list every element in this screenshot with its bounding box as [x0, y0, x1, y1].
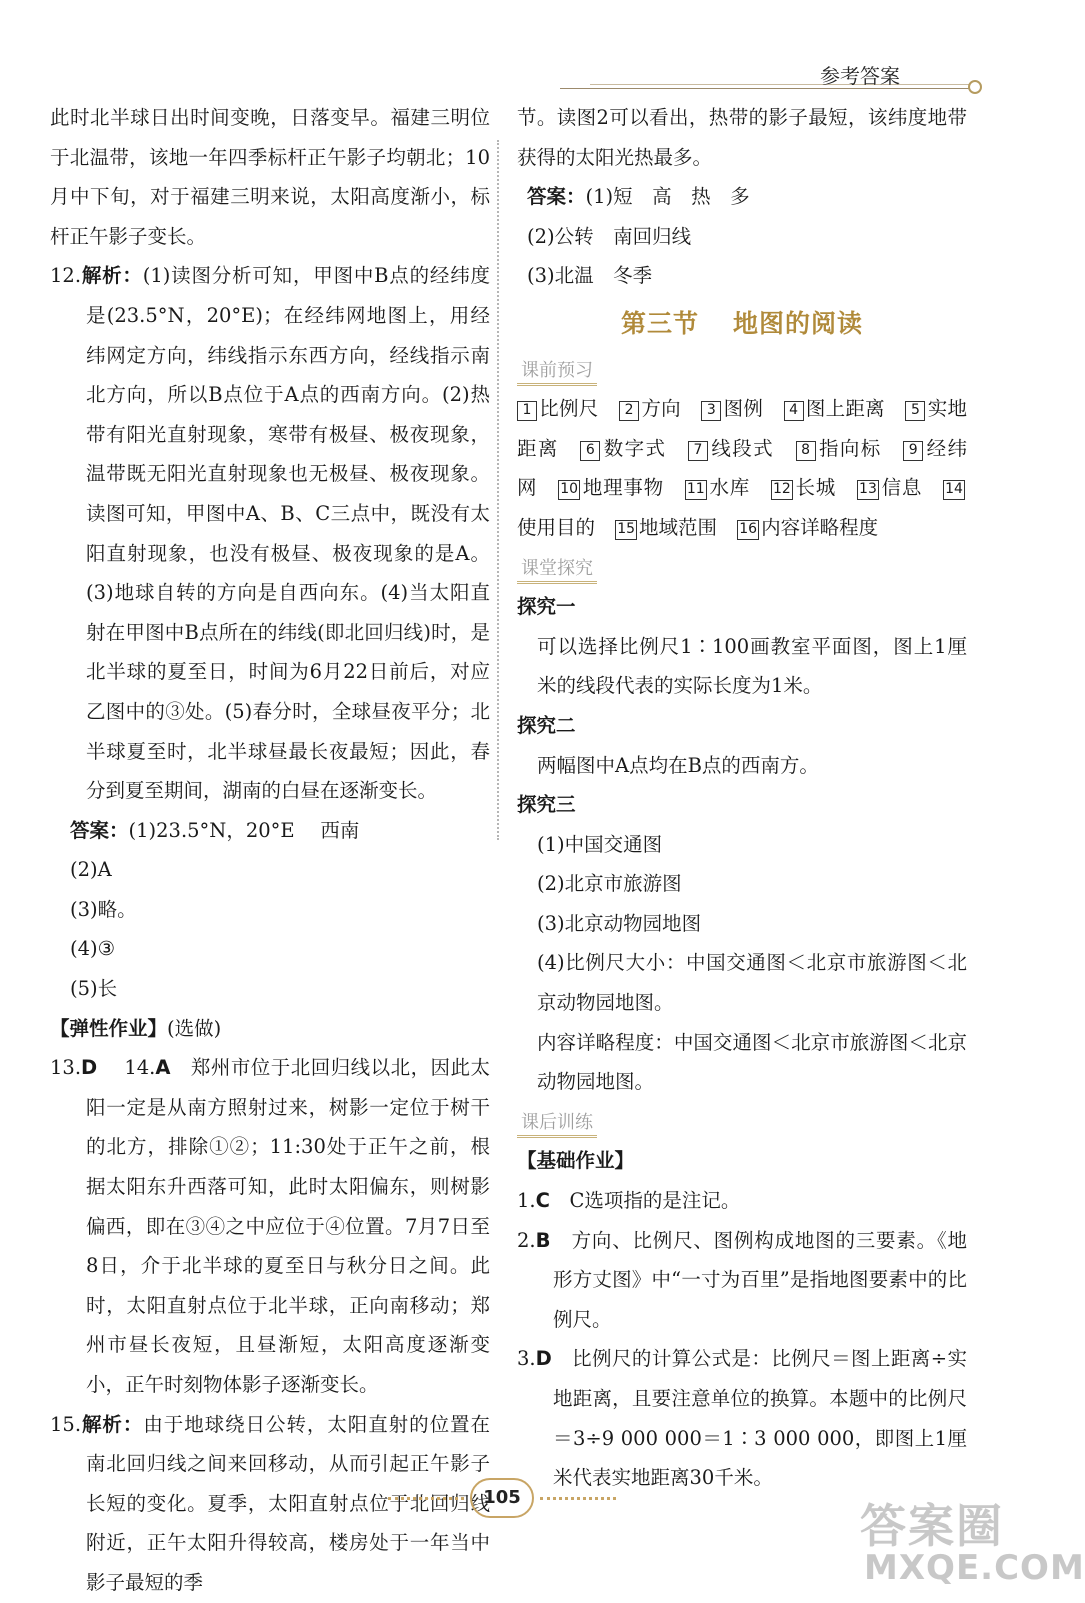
q1-block: [517, 1181, 967, 1221]
preview-item: [619, 397, 681, 420]
preview-item-text: 地理事物: [582, 476, 664, 500]
preview-item-number: 4: [784, 401, 804, 421]
q12-answer-1: (1)23.5°N，20°E 西南: [128, 818, 360, 842]
q15-analysis-text: 由于地球绕日公转，太阳直射的位置在南北回归线之间来回移动，从而引起正午影子长短的变化。夏季，太阳直射点位于北回归线附近，正午太阳升得较高，楼房处于一年当中影子最短的季: [86, 1412, 490, 1594]
watermark-url: MXQE.COM: [864, 1548, 1085, 1588]
q2-explanation: 方向、比例尺、图例构成地图的三要素。《地形方丈图》中“一寸为百里”是指地图要素中的比例尺。: [553, 1228, 967, 1331]
preview-item-number: 8: [796, 441, 816, 461]
preview-item-number: 9: [903, 441, 923, 461]
q14-number: 14.: [124, 1056, 156, 1080]
header-title: 参考答案: [820, 64, 900, 88]
preview-item-number: 10: [558, 480, 580, 500]
preview-item-number: 15: [615, 520, 637, 540]
q12-number: 12.: [50, 264, 82, 288]
preview-item-text: 信息: [880, 476, 923, 500]
preview-answers: [517, 389, 967, 547]
section-number: 第三节: [620, 308, 699, 338]
explore-3-item-2: (2)北京市旅游图: [537, 872, 682, 896]
preview-item: [701, 397, 763, 420]
q12-analysis-label: 解析：: [81, 264, 143, 288]
preview-item-text: 指向标: [817, 436, 882, 460]
q1-explanation: C选项指的是注记。: [569, 1189, 741, 1213]
left-continued-paragraph: 此时北半球日出时间变晚，日落变早。福建三明位于北温带，该地一年四季标杆正午影子均朝北；10月中下旬，对于福建三明来说，太阳高度渐小，标杆正午影子变长。: [50, 106, 490, 248]
preview-item-number: 16: [737, 520, 759, 540]
preview-item: [558, 476, 664, 499]
preview-item-number: 13: [857, 480, 879, 500]
q1-answer: C: [535, 1189, 550, 1213]
explore-tag: 课堂探究: [517, 557, 597, 584]
header-rule: [560, 88, 970, 89]
explore-3-item-4: (4)比例尺大小：中国交通图＜北京市旅游图＜北京动物园地图。: [537, 951, 967, 1015]
preview-item-text: 实地距离: [517, 397, 967, 460]
preview-item: [685, 476, 750, 499]
preview-item-number: 2: [619, 401, 639, 421]
q12-answer-label: 答案：: [70, 818, 129, 842]
explore-3-item-3: (3)北京动物园地图: [537, 911, 702, 935]
q13-number: 13.: [50, 1056, 82, 1080]
q12-answer-2: (2)A: [70, 858, 112, 882]
preview-item-text: 水库: [708, 476, 750, 500]
header-rule-thin: [590, 84, 970, 85]
q3-number: 3.: [517, 1347, 536, 1371]
q12-answer-3: (3)略。: [70, 897, 137, 921]
right-answer-2: (2)公转 南回归线: [527, 224, 692, 248]
preview-item-number: 5: [905, 401, 925, 421]
q14-answer: A: [155, 1056, 171, 1080]
q12-answer-5: (5)长: [70, 977, 118, 1001]
q12-answer-4: (4)③: [70, 937, 116, 961]
q14-explanation: 郑州市位于北回归线以北，因此太阳一定是从南方照射过来，树影一定位于树干的北方，排除①②；11:30处于正午之前，根据太阳东升西落可知，此时太阳偏东，则树影偏西，即在③④之中应位于④位置。7月7日至8日，介于北半球的夏至日与秋分日之间。此时，太阳直射点位于北半球，正向南移动；郑州市昼长夜短，且昼渐短，太阳高度逐渐变小，正午时刻物体影子逐渐变长。: [86, 1056, 490, 1396]
q13-answer: D: [81, 1056, 98, 1080]
left-column: [50, 98, 490, 1603]
q2-block: [517, 1221, 967, 1340]
elastic-homework-heading: [50, 1009, 490, 1049]
q3-block: [517, 1339, 967, 1497]
q12-answer-line-1: [50, 811, 490, 851]
preview-item-text: 比例尺: [539, 397, 599, 421]
preview-item: [737, 516, 878, 539]
q13-14-block: [50, 1048, 490, 1404]
q15-analysis-label: 解析：: [81, 1412, 144, 1436]
explore-3-item-1: (1)中国交通图: [537, 832, 663, 856]
preview-item: [580, 437, 666, 460]
right-answer-line-1: [517, 177, 967, 217]
preview-item-text: 图上距离: [805, 397, 885, 421]
elastic-homework-label: 【弹性作业】: [50, 1016, 168, 1040]
column-divider: [497, 140, 499, 840]
right-answer-label: 答案：: [527, 185, 586, 209]
preview-item-number: 11: [685, 480, 707, 500]
preview-item: [688, 437, 774, 460]
q3-explanation: 比例尺的计算公式是：比例尺＝图上距离÷实地距离，且要注意单位的换算。本题中的比例尺＝3÷9 000 000＝1∶3 000 000，即图上1厘米代表实地距离30千米。: [553, 1347, 967, 1490]
preview-item-text: 图例: [723, 397, 764, 421]
explore-1-title: 探究一: [517, 595, 576, 619]
explore-3-title: 探究三: [517, 793, 576, 817]
footer-dots-left: [388, 1497, 464, 1500]
preview-item: [857, 476, 922, 499]
preview-item: [615, 516, 717, 539]
header-ornament-icon: [968, 80, 982, 94]
page-number: 105: [470, 1478, 534, 1518]
q15-block: [50, 1405, 490, 1603]
preview-item-number: 6: [580, 441, 600, 461]
q2-number: 2.: [517, 1228, 536, 1252]
explore-1-text: 可以选择比例尺1∶100画教室平面图，图上1厘米的线段代表的实际长度为1米。: [537, 634, 967, 698]
q15-number: 15.: [50, 1412, 82, 1436]
after-class-tag: 课后训练: [517, 1111, 597, 1138]
preview-item-number: 3: [701, 401, 721, 421]
preview-item-number: 1: [517, 401, 537, 421]
preview-item-number: 7: [688, 441, 708, 461]
right-continued-paragraph: 节。读图2可以看出，热带的影子最短，该纬度地带获得的太阳光热最多。: [517, 106, 967, 169]
elastic-homework-note: (选做): [167, 1016, 222, 1040]
watermark-logo: 答案圈: [860, 1499, 1004, 1553]
preview-item: [796, 437, 882, 460]
page-header: [560, 58, 1000, 98]
basic-homework-label: 【基础作业】: [517, 1149, 635, 1173]
preview-tag: 课前预习: [517, 359, 597, 386]
right-column: [517, 98, 967, 1498]
right-answer-3: (3)北温 冬季: [527, 264, 653, 288]
preview-item-number: 12: [771, 480, 793, 500]
preview-item-text: 长城: [794, 476, 837, 500]
q2-answer: B: [535, 1228, 551, 1252]
preview-item-text: 经纬网: [517, 436, 967, 500]
explore-3-item-5: 内容详略程度：中国交通图＜北京市旅游图＜北京动物园地图。: [537, 1030, 967, 1094]
explore-2-title: 探究二: [517, 713, 576, 737]
explore-2-text: 两幅图中A点均在B点的西南方。: [537, 753, 819, 777]
preview-item-text: 地域范围: [639, 515, 718, 539]
preview-item: [771, 476, 836, 499]
q12-block: [50, 256, 490, 810]
footer-dots-right: [540, 1497, 616, 1500]
preview-item: [517, 397, 599, 420]
watermark: [860, 1490, 1085, 1595]
preview-item-text: 线段式: [709, 436, 775, 460]
q3-answer: D: [535, 1347, 552, 1371]
q1-number: 1.: [517, 1189, 536, 1213]
section-title: [517, 304, 967, 344]
preview-item-text: 数字式: [602, 436, 667, 460]
preview-item-text: 方向: [641, 397, 681, 421]
right-answer-1: (1)短 高 热 多: [585, 185, 750, 209]
preview-item-text: 使用目的: [517, 515, 596, 539]
preview-item-number: 14: [943, 480, 965, 500]
preview-item: [784, 397, 885, 420]
q12-analysis-text: (1)读图分析可知，甲图中B点的经纬度是(23.5°N，20°E)；在经纬网地图上，用经纬网定方向，纬线指示东西方向，经线指示南北方向，所以B点位于A点的西南方向。(2)热带有阳光直射现象，寒带有极昼、极夜现象，温带既无阳光直射现象也无极昼、极夜现象。读图可知，甲图中A、B、C三点中，既没有太阳直射现象，也没有极昼、极夜现象的是A。(3)地球自转的方向是自西向东。(4)当太阳直射在甲图中B点所在的纬线(即北回归线)时，是北半球的夏至日，时间为6月22日前后，对应乙图中的③处。(5)春分时，全球昼夜平分；北半球夏至时，北半球昼最长夜最短；因此，春分到夏至期间，湖南的白昼在逐渐变长。: [86, 264, 490, 803]
section-name: 地图的阅读: [733, 308, 864, 338]
preview-item-text: 内容详略程度: [761, 515, 879, 539]
